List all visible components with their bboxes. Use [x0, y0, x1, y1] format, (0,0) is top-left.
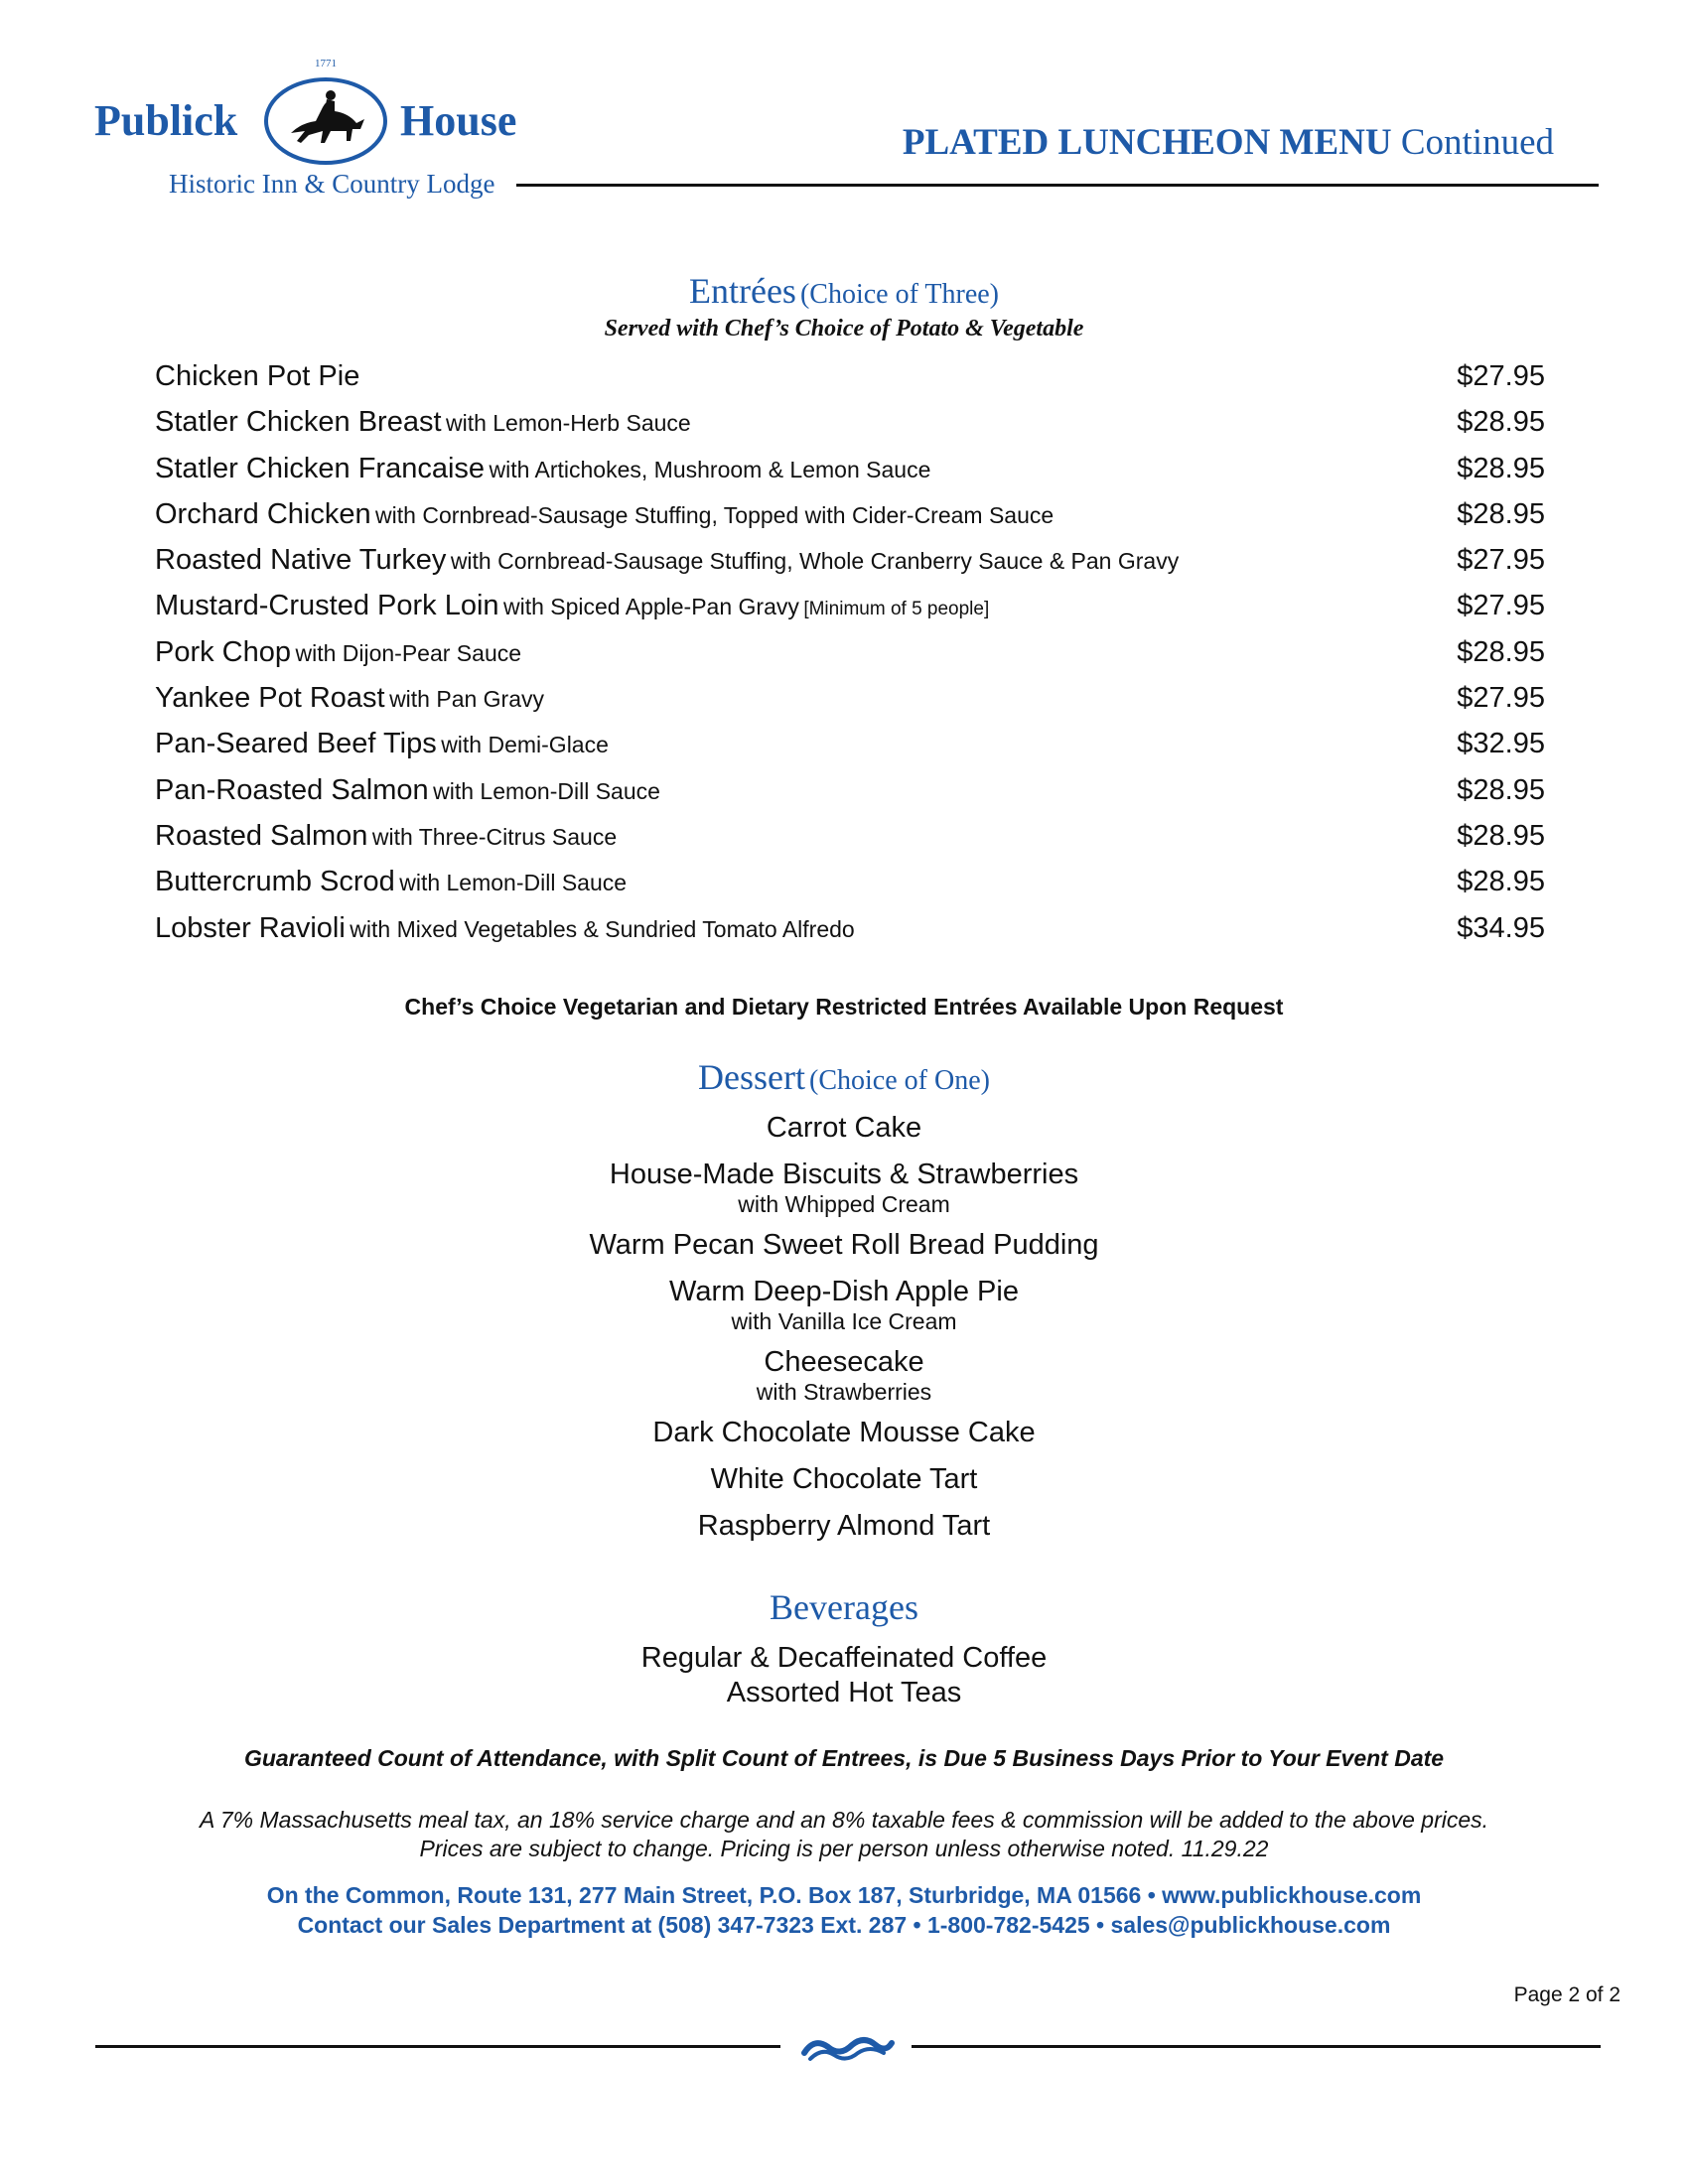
dessert-name: Warm Deep-Dish Apple Pie	[669, 1276, 1019, 1307]
entree-price: $28.95	[1457, 452, 1545, 484]
entree-description: with Artichokes, Mushroom & Lemon Sauce	[489, 456, 931, 482]
entree-price: $28.95	[1457, 866, 1545, 898]
entree-description: with Demi-Glace	[441, 732, 609, 758]
page-title-suffix: Continued	[1400, 122, 1554, 163]
entree-description: with Spiced Apple-Pan Gravy	[502, 594, 799, 620]
header-divider	[516, 184, 1599, 187]
dessert-item	[0, 1415, 1688, 1450]
dessert-item	[0, 1508, 1688, 1544]
dessert-item	[0, 1227, 1688, 1263]
tax-note	[0, 1806, 1688, 1863]
dessert-list	[0, 1110, 1688, 1555]
dessert-item	[0, 1110, 1688, 1146]
entree-name: Roasted Salmon	[155, 819, 368, 852]
entree-description: with Lemon-Dill Sauce	[433, 777, 660, 804]
entree-name: Lobster Ravioli	[155, 911, 346, 944]
entree-name: Pork Chop	[155, 635, 292, 668]
entree-price: $27.95	[1457, 682, 1545, 715]
entree-name: Roasted Native Turkey	[155, 544, 447, 577]
logo-word-house: House	[400, 96, 517, 145]
entree-item	[155, 723, 1545, 768]
entree-item	[155, 677, 1545, 723]
dessert-name: Cheesecake	[764, 1346, 924, 1378]
entree-price: $28.95	[1457, 819, 1545, 852]
logo-subtitle: Historic Inn & Country Lodge	[169, 169, 495, 199]
entrees-heading	[0, 270, 1688, 312]
entree-item	[155, 907, 1545, 953]
dessert-description: with Whipped Cream	[738, 1191, 950, 1217]
dessert-description: with Strawberries	[756, 1379, 932, 1405]
entree-price: $27.95	[1457, 544, 1545, 577]
entree-item	[155, 355, 1545, 401]
entree-item	[155, 401, 1545, 447]
entree-description: with Cornbread-Sausage Stuffing, Topped with Cider-Cream Sauce	[375, 501, 1055, 528]
entree-description: with Cornbread-Sausage Stuffing, Whole Cranberry Sauce & Pan Gravy	[450, 548, 1180, 575]
entrees-title: Entrées	[688, 271, 796, 311]
entree-price: $32.95	[1457, 728, 1545, 760]
entree-note: [Minimum of 5 people]	[803, 599, 990, 620]
guarantee-note: Guaranteed Count of Attendance, with Split Count of Entrees, is Due 5 Business Days Prior to Your Event Date	[243, 1745, 1445, 1771]
beverages-title: Beverages	[770, 1587, 918, 1627]
logo-word-publick: Publick	[94, 96, 238, 145]
entrees-served-note: Served with Chef’s Choice of Potato & Vegetable	[604, 316, 1084, 341]
dessert-name: Carrot Cake	[766, 1112, 922, 1144]
entree-name: Orchard Chicken	[155, 497, 371, 530]
wave-ornament-icon	[800, 2027, 896, 2067]
dessert-item	[0, 1157, 1688, 1216]
entree-description: with Lemon-Dill Sauce	[399, 870, 628, 896]
tax-line-1: A 7% Massachusetts meal tax, an 18% service charge and an 8% taxable fees & commission will be added to the above prices.	[199, 1807, 1489, 1833]
footer-divider-left	[95, 2045, 780, 2048]
entree-name: Yankee Pot Roast	[155, 682, 385, 715]
beverage-item: Regular & Decaffeinated Coffee	[640, 1642, 1048, 1674]
dessert-item	[0, 1461, 1688, 1497]
entree-item	[155, 631, 1545, 677]
dessert-item	[0, 1274, 1688, 1333]
entree-item	[155, 585, 1545, 630]
address-line: On the Common, Route 131, 277 Main Street, P.O. Box 187, Sturbridge, MA 01566 • www.publickhouse.com	[266, 1882, 1422, 1908]
entree-name: Pan-Roasted Salmon	[155, 773, 429, 806]
entree-description: with Three-Citrus Sauce	[371, 823, 618, 850]
entree-name: Mustard-Crusted Pork Loin	[155, 590, 499, 622]
dietary-note: Chef’s Choice Vegetarian and Dietary Restricted Entrées Available Upon Request	[404, 994, 1284, 1020]
entree-item	[155, 448, 1545, 493]
entree-item	[155, 815, 1545, 861]
beverage-item: Assorted Hot Teas	[726, 1677, 962, 1708]
dessert-name: White Chocolate Tart	[710, 1463, 978, 1495]
entree-description: with Lemon-Herb Sauce	[445, 410, 691, 437]
dessert-name: Raspberry Almond Tart	[697, 1510, 991, 1542]
entree-price: $27.95	[1457, 590, 1545, 622]
dessert-description: with Vanilla Ice Cream	[731, 1308, 957, 1334]
horse-rider-emblem-icon	[261, 71, 390, 166]
entree-price: $28.95	[1457, 406, 1545, 439]
entree-description: with Dijon-Pear Sauce	[295, 639, 522, 666]
dessert-name: House-Made Biscuits & Strawberries	[609, 1159, 1079, 1190]
entree-description: with Mixed Vegetables & Sundried Tomato Alfredo	[350, 915, 855, 942]
page-number: Page 2 of 2	[1513, 1983, 1620, 2006]
entree-item	[155, 493, 1545, 539]
entree-price: $28.95	[1457, 635, 1545, 668]
entree-description: with Pan Gravy	[389, 686, 545, 713]
entree-price: $28.95	[1457, 773, 1545, 806]
entree-item	[155, 769, 1545, 815]
footer-divider-right	[912, 2045, 1601, 2048]
dessert-heading	[0, 1056, 1688, 1098]
dessert-name: Warm Pecan Sweet Roll Bread Pudding	[589, 1229, 1099, 1261]
entree-item	[155, 539, 1545, 585]
entree-name: Pan-Seared Beef Tips	[155, 728, 437, 760]
sales-contact-line: Contact our Sales Department at (508) 347-7323 Ext. 287 • 1-800-782-5425 • sales@publickhouse.com	[297, 1912, 1391, 1938]
dessert-title: Dessert	[698, 1057, 806, 1097]
dessert-item	[0, 1344, 1688, 1404]
dessert-name: Dark Chocolate Mousse Cake	[652, 1417, 1036, 1448]
publick-house-logo	[94, 58, 531, 206]
entree-name: Chicken Pot Pie	[155, 360, 360, 392]
entree-item	[155, 861, 1545, 906]
entree-name: Statler Chicken Francaise	[155, 452, 486, 484]
tax-line-2: Prices are subject to change. Pricing is per person unless otherwise noted. 11.29.22	[419, 1836, 1269, 1861]
entrees-choice: (Choice of Three)	[799, 279, 999, 310]
page-title-main: PLATED LUNCHEON MENU	[902, 122, 1392, 163]
page-title	[903, 121, 1554, 164]
dessert-choice: (Choice of One)	[809, 1065, 990, 1096]
entree-name: Statler Chicken Breast	[155, 406, 442, 439]
entree-price: $27.95	[1457, 360, 1545, 392]
beverages-heading	[0, 1586, 1688, 1628]
entree-price: $34.95	[1457, 911, 1545, 944]
entree-price: $28.95	[1457, 497, 1545, 530]
entree-list	[155, 355, 1545, 953]
entree-name: Buttercrumb Scrod	[155, 866, 395, 898]
logo-year: 1771	[315, 58, 337, 69]
contact-info	[0, 1880, 1688, 1940]
